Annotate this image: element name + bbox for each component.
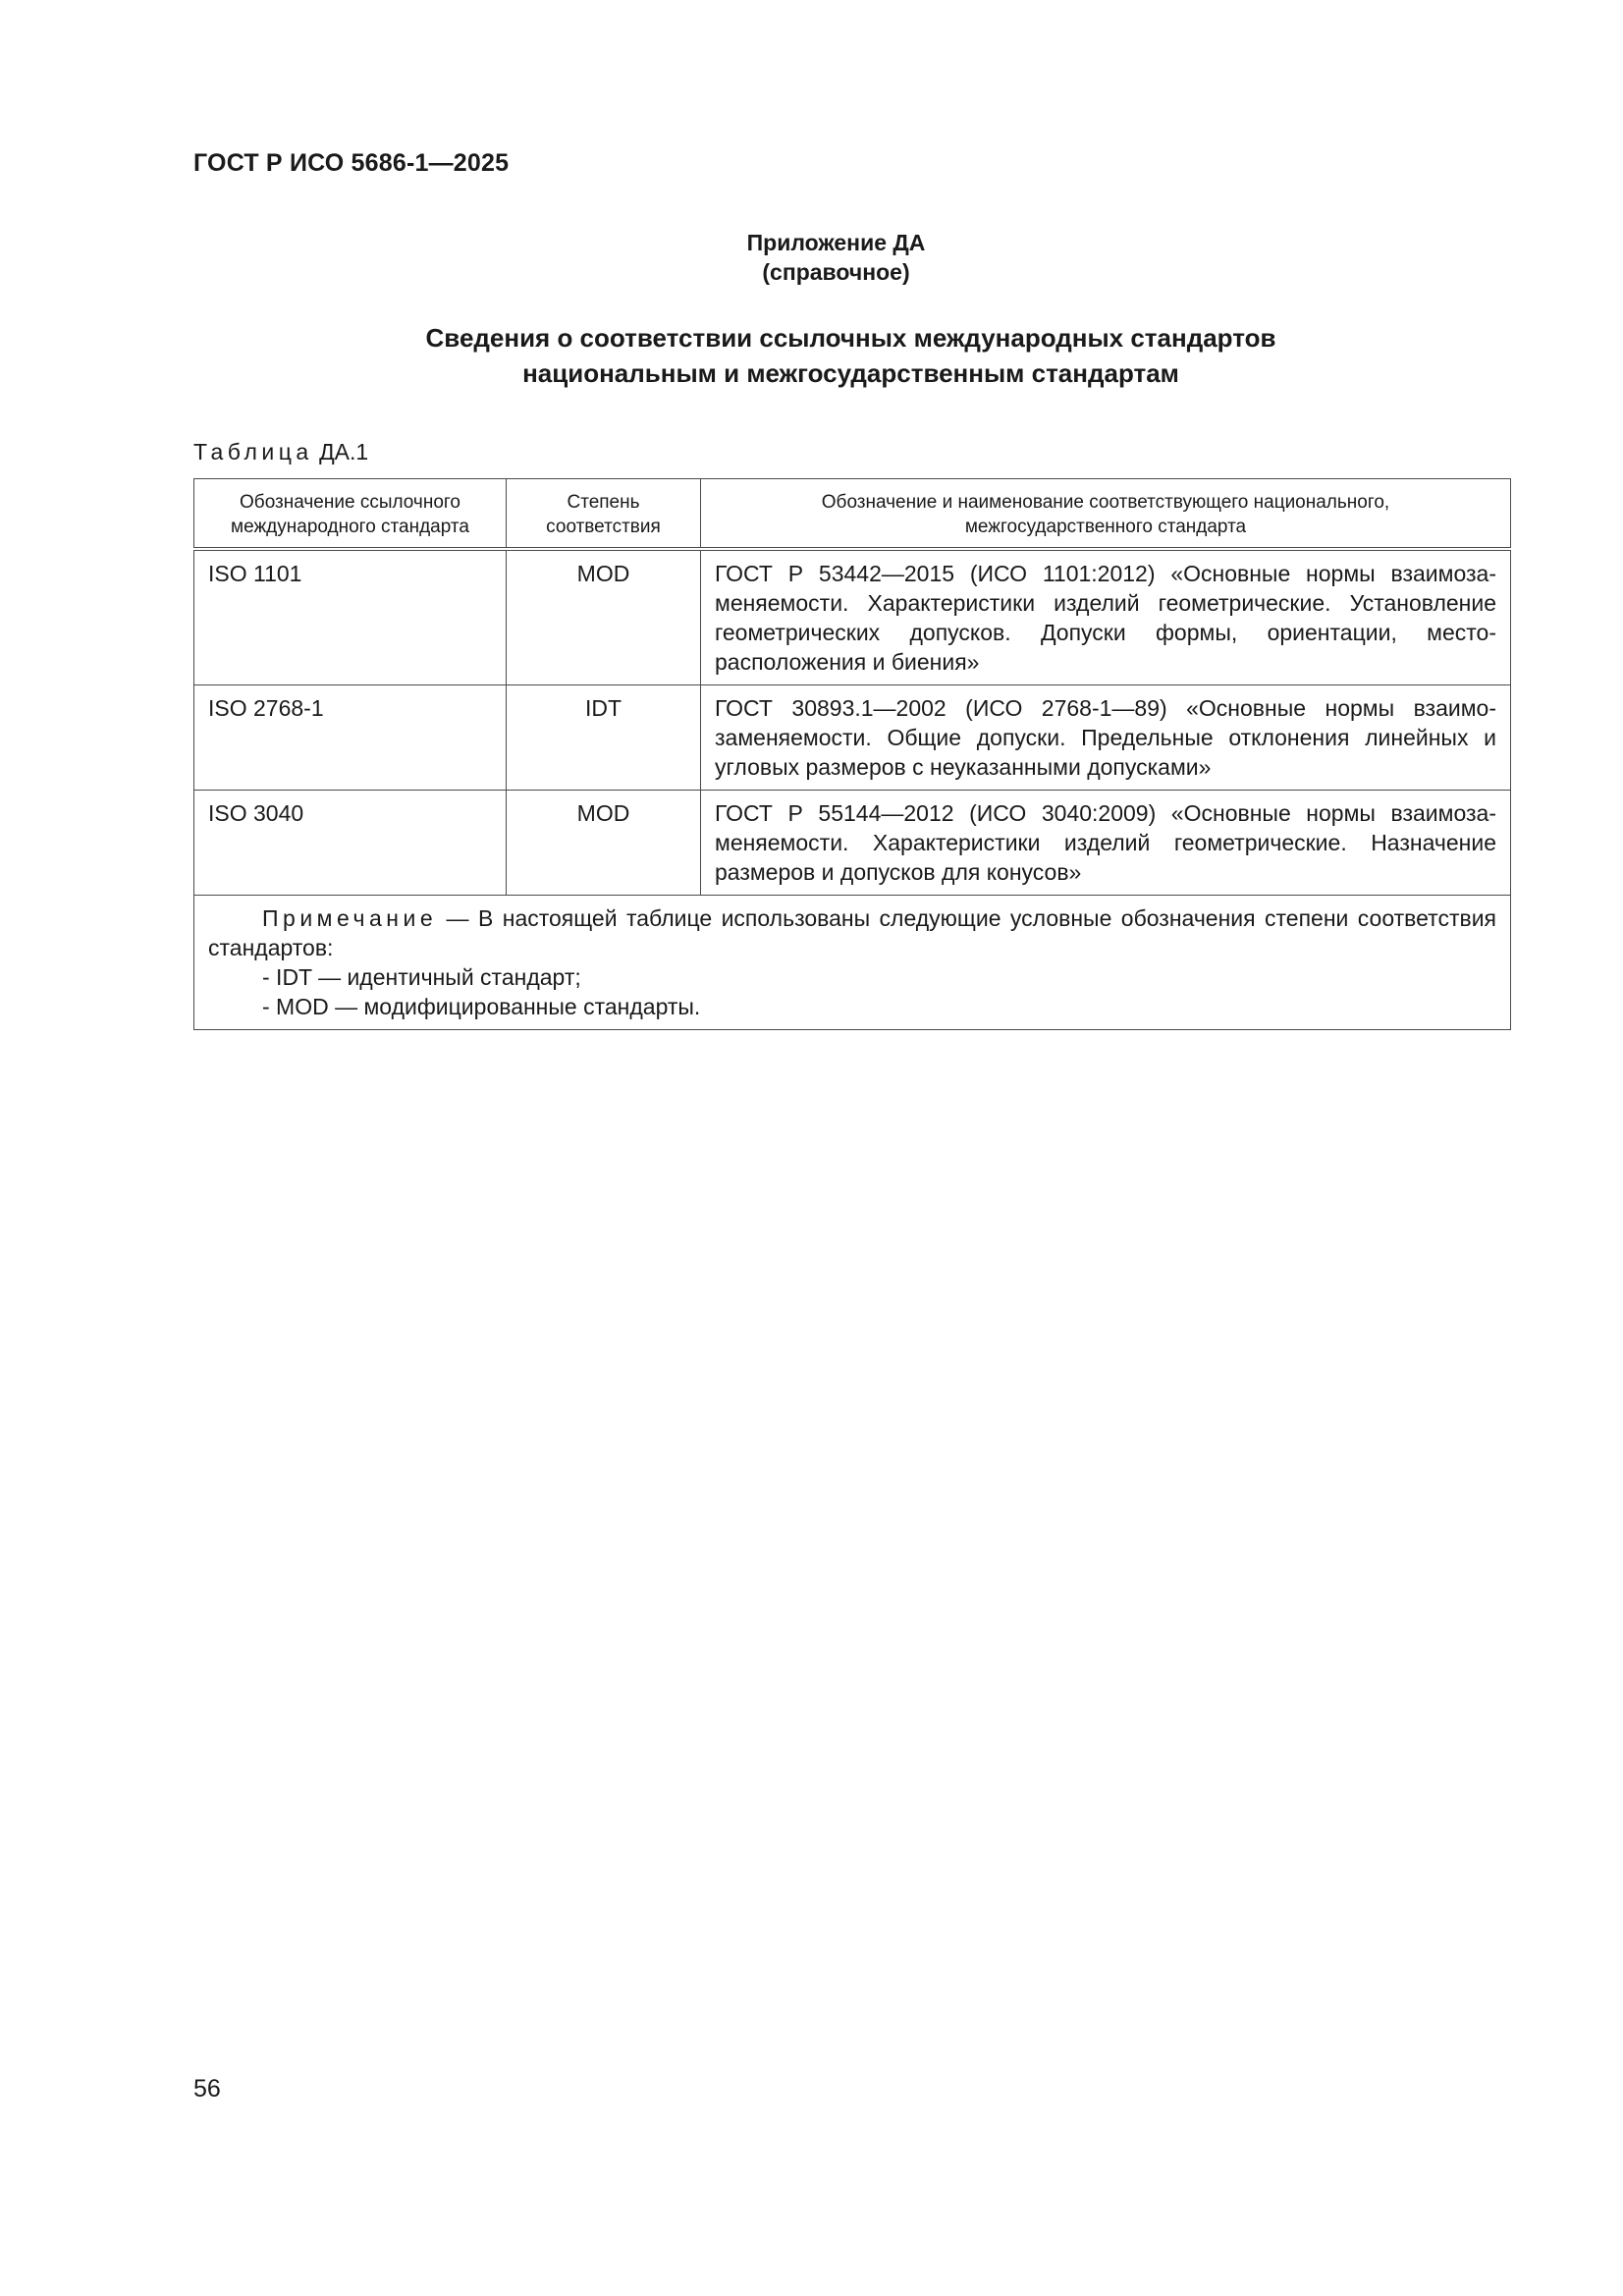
table-row bbox=[194, 791, 1511, 896]
table-row bbox=[194, 685, 1511, 791]
degree-cell: IDT bbox=[507, 685, 701, 791]
international-standard-cell: ISO 2768-1 bbox=[194, 685, 507, 791]
page-number: 56 bbox=[193, 2075, 221, 2103]
international-standard-cell: ISO 1101 bbox=[194, 549, 507, 685]
table-note bbox=[194, 896, 1511, 1030]
appendix-title-line-2: национальным и межгосударственным стандартам bbox=[522, 358, 1179, 388]
appendix-title bbox=[0, 320, 1623, 391]
note-item-mod: - MOD — модифицированные стандарты. bbox=[262, 994, 701, 1019]
table-row bbox=[194, 549, 1511, 685]
note-intro bbox=[208, 903, 1496, 962]
degree-cell: MOD bbox=[507, 549, 701, 685]
references-table bbox=[193, 478, 1511, 1030]
appendix-heading bbox=[0, 228, 1623, 287]
appendix-type: (справочное) bbox=[762, 259, 910, 285]
table-header-row bbox=[194, 479, 1511, 550]
national-standard-cell: ГОСТ Р 53442—2015 (ИСО 1101:2012) «Основные нормы взаимозаменяемости. Характеристики изделий геометрические. Установление геометрических допусков. Допуски формы, ориентации, месторасположения и биения» bbox=[701, 549, 1511, 685]
national-standard-cell: ГОСТ 30893.1—2002 (ИСО 2768-1—89) «Основные нормы взаимозаменяемости. Общие допуски. Предельные отклонения линейных и угловых размеров с неуказанными допусками» bbox=[701, 685, 1511, 791]
national-standard-cell: ГОСТ Р 55144—2012 (ИСО 3040:2009) «Основные нормы взаимозаменяемости. Характеристики изделий геометрические. Назначение размеров и допусков для конусов» bbox=[701, 791, 1511, 896]
note-item-idt: - IDT — идентичный стандарт; bbox=[262, 964, 581, 990]
header-international-standard: Обозначение ссылочного международного стандарта bbox=[194, 479, 507, 550]
table-note-row bbox=[194, 896, 1511, 1030]
note-text: — В настоящей таблице использованы следующие условные обозначения степени соответствия стандартов: bbox=[208, 905, 1496, 960]
header-degree-of-conformity: Степень соответствия bbox=[507, 479, 701, 550]
appendix-title-line-1: Сведения о соответствии ссылочных международных стандартов bbox=[425, 323, 1276, 353]
international-standard-cell: ISO 3040 bbox=[194, 791, 507, 896]
note-prefix: Примечание bbox=[262, 905, 438, 931]
table-label bbox=[193, 439, 368, 465]
header-national-standard: Обозначение и наименование соответствующего национального, межгосударственного стандарта bbox=[701, 479, 1511, 550]
degree-cell: MOD bbox=[507, 791, 701, 896]
appendix-label: Приложение ДА bbox=[746, 230, 926, 255]
table-label-number: ДА.1 bbox=[319, 439, 369, 465]
document-code: ГОСТ Р ИСО 5686-1—2025 bbox=[193, 149, 510, 177]
table-label-word: Таблица bbox=[193, 439, 313, 465]
